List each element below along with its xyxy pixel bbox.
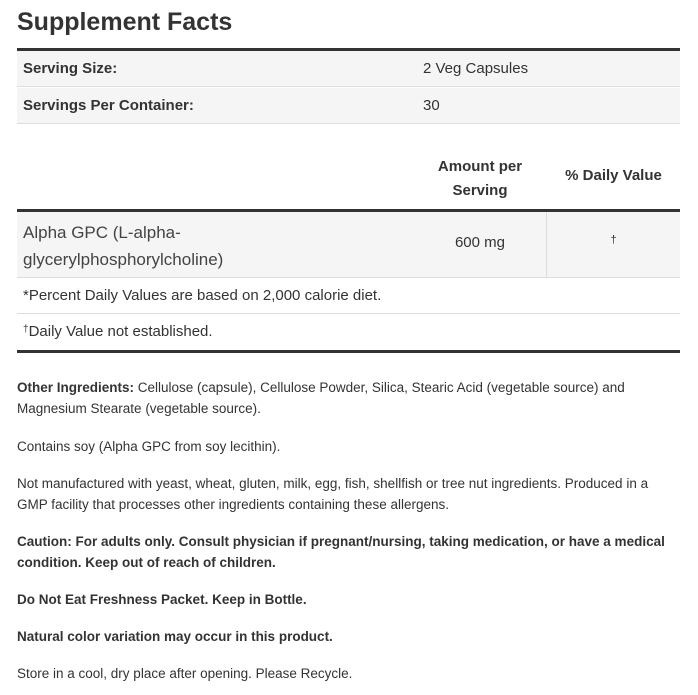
table-bottom-rule [17,350,680,353]
percent-daily-footnote: *Percent Daily Values are based on 2,000 calorie diet. [23,287,382,304]
serving-size-value: 2 Veg Capsules [423,60,529,77]
ingredient-row [17,212,680,278]
caution-notice: Caution: For adults only. Consult physician if pregnant/nursing, taking medication, or have a medical condition. Keep out of reach of children. [17,534,665,570]
freshness-packet-notice: Do Not Eat Freshness Packet. Keep in Bottle. [17,592,307,607]
servings-per-container-value: 30 [423,97,440,114]
serving-size-label: Serving Size: [23,60,118,77]
ingredient-daily-value: † [610,234,617,246]
servings-per-container-label: Servings Per Container: [23,97,194,114]
servings-per-container-row [17,88,680,124]
other-ingredients-label: Other Ingredients: [17,380,135,395]
amount-header-line1: Amount per [437,158,523,175]
footnote-divider [17,313,680,314]
ingredient-amount: 600 mg [454,234,506,251]
color-variation-notice: Natural color variation may occur in this product. [17,629,333,644]
allergen-notice: Not manufactured with yeast, wheat, gluten, milk, egg, fish, shellfish or tree nut ingredients. Produced in a GMP facility that processes other ingredients containing these allergens. [17,476,649,512]
other-ingredients [17,377,677,419]
amount-header-line2: Serving [452,182,508,199]
ingredient-name-line1: Alpha GPC (L-alpha- [23,223,181,242]
soy-notice: Contains soy (Alpha GPC from soy lecithin). [17,439,281,454]
other-ingredients-text: Cellulose (capsule), Cellulose Powder, Silica, Stearic Acid (vegetable source) and Magnesium Stearate (vegetable source). [17,380,625,416]
ingredient-name-line2: glycerylphosphorylcholine) [23,250,224,269]
dagger-footnote-text: Daily Value not established. [28,323,213,340]
amount-per-serving-header [423,155,537,203]
dagger-footnote [23,323,213,340]
column-header [17,148,680,209]
serving-size-row [17,51,680,87]
storage-notice: Store in a cool, dry place after opening. Please Recycle. [17,666,353,681]
dagger-symbol: † [23,324,29,335]
ingredient-name [23,219,323,273]
page-title: Supplement Facts [17,8,233,36]
daily-value-header: % Daily Value [565,167,662,184]
